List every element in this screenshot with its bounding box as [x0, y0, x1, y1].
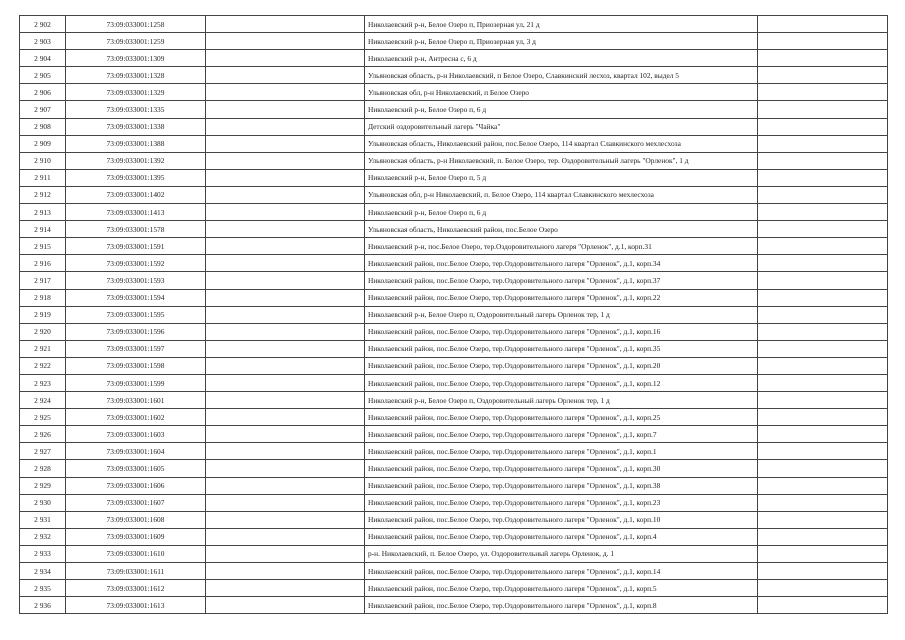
area-cell	[206, 443, 365, 460]
area-cell	[206, 511, 365, 528]
area-cell	[206, 460, 365, 477]
area-cell	[206, 135, 365, 152]
row-number-cell: 2 932	[20, 528, 66, 545]
table-body	[20, 16, 888, 614]
extra-cell	[758, 374, 888, 391]
area-cell	[206, 494, 365, 511]
address-cell: Николаевский р-н, Белое Озеро п, Оздоровительный лагерь Орленок тер, 1 д	[365, 306, 758, 323]
area-cell	[206, 545, 365, 562]
cadastral-number-cell: 73:09:033001:1613	[66, 597, 206, 614]
address-cell: Николаевский район, пос.Белое Озеро, тер.Оздоровительного лагеря "Орленок", д.1, корп.38	[365, 477, 758, 494]
cadastral-table	[19, 15, 888, 614]
address-cell: Ульяновская область, р-н Николаевский, п. Белое Озеро, тер. Оздоровительный лагерь "Орленок", 1 д	[365, 152, 758, 169]
area-cell	[206, 255, 365, 272]
cadastral-number-cell: 73:09:033001:1328	[66, 67, 206, 84]
extra-cell	[758, 50, 888, 67]
cadastral-number-cell: 73:09:033001:1338	[66, 118, 206, 135]
address-cell: Николаевский район, пос.Белое Озеро, тер.Оздоровительного лагеря "Орленок", д.1, корп.34	[365, 255, 758, 272]
area-cell	[206, 597, 365, 614]
cadastral-number-cell: 73:09:033001:1593	[66, 272, 206, 289]
extra-cell	[758, 426, 888, 443]
table-row	[20, 545, 888, 562]
table-row	[20, 409, 888, 426]
table-row	[20, 511, 888, 528]
cadastral-number-cell: 73:09:033001:1258	[66, 16, 206, 33]
address-cell: р-н. Николаевский, п. Белое Озеро, ул. Оздоровительный лагерь Орленок, д. 1	[365, 545, 758, 562]
extra-cell	[758, 152, 888, 169]
area-cell	[206, 426, 365, 443]
area-cell	[206, 340, 365, 357]
address-cell: Николаевский р-н, Белое Озеро п, 6 д	[365, 101, 758, 118]
table-row	[20, 580, 888, 597]
cadastral-number-cell: 73:09:033001:1335	[66, 101, 206, 118]
table-row	[20, 16, 888, 33]
area-cell	[206, 50, 365, 67]
extra-cell	[758, 460, 888, 477]
address-cell: Николаевский район, пос.Белое Озеро, тер.Оздоровительного лагеря "Орленок", д.1, корп.12	[365, 374, 758, 391]
table-row	[20, 357, 888, 374]
extra-cell	[758, 494, 888, 511]
address-cell: Николаевский р-н, Антресна с, 6 д	[365, 50, 758, 67]
extra-cell	[758, 101, 888, 118]
extra-cell	[758, 306, 888, 323]
extra-cell	[758, 477, 888, 494]
row-number-cell: 2 923	[20, 374, 66, 391]
table-row	[20, 528, 888, 545]
cadastral-number-cell: 73:09:033001:1392	[66, 152, 206, 169]
row-number-cell: 2 911	[20, 169, 66, 186]
table-row	[20, 84, 888, 101]
table-row	[20, 221, 888, 238]
address-cell: Николаевский район, пос.Белое Озеро, тер.Оздоровительного лагеря "Орленок", д.1, корп.22	[365, 289, 758, 306]
cadastral-number-cell: 73:09:033001:1594	[66, 289, 206, 306]
address-cell: Ульяновская область, р-н Николаевский, п Белое Озеро, Славкинский лесхоз, квартал 102, выдел 5	[365, 67, 758, 84]
row-number-cell: 2 930	[20, 494, 66, 511]
row-number-cell: 2 919	[20, 306, 66, 323]
address-cell: Николаевский р-н, Белое Озеро п, 6 д	[365, 204, 758, 221]
row-number-cell: 2 935	[20, 580, 66, 597]
address-cell: Николаевский район, пос.Белое Озеро, тер.Оздоровительного лагеря "Орленок", д.1, корп.16	[365, 323, 758, 340]
area-cell	[206, 272, 365, 289]
area-cell	[206, 84, 365, 101]
row-number-cell: 2 926	[20, 426, 66, 443]
row-number-cell: 2 916	[20, 255, 66, 272]
area-cell	[206, 67, 365, 84]
area-cell	[206, 186, 365, 203]
address-cell: Николаевский р-н, Белое Озеро п, 5 д	[365, 169, 758, 186]
table-row	[20, 426, 888, 443]
table-row	[20, 169, 888, 186]
row-number-cell: 2 912	[20, 186, 66, 203]
extra-cell	[758, 597, 888, 614]
address-cell: Ульяновская обл, р-н Николаевский, п Белое Озеро	[365, 84, 758, 101]
row-number-cell: 2 909	[20, 135, 66, 152]
table-row	[20, 152, 888, 169]
row-number-cell: 2 905	[20, 67, 66, 84]
area-cell	[206, 306, 365, 323]
area-cell	[206, 528, 365, 545]
address-cell: Николаевский р-н, пос.Белое Озеро, тер.Оздоровительного лагеря "Орленок", д.1, корп.31	[365, 238, 758, 255]
cadastral-number-cell: 73:09:033001:1603	[66, 426, 206, 443]
cadastral-number-cell: 73:09:033001:1413	[66, 204, 206, 221]
address-cell: Николаевский район, пос.Белое Озеро, тер.Оздоровительного лагеря "Орленок", д.1, корп.23	[365, 494, 758, 511]
row-number-cell: 2 933	[20, 545, 66, 562]
row-number-cell: 2 910	[20, 152, 66, 169]
table-row	[20, 272, 888, 289]
row-number-cell: 2 907	[20, 101, 66, 118]
area-cell	[206, 563, 365, 580]
extra-cell	[758, 580, 888, 597]
address-cell: Николаевский район, пос.Белое Озеро, тер.Оздоровительного лагеря "Орленок", д.1, корп.30	[365, 460, 758, 477]
address-cell: Николаевский район, пос.Белое Озеро, тер.Оздоровительного лагеря "Орленок", д.1, корп.37	[365, 272, 758, 289]
cadastral-number-cell: 73:09:033001:1608	[66, 511, 206, 528]
extra-cell	[758, 563, 888, 580]
extra-cell	[758, 272, 888, 289]
area-cell	[206, 221, 365, 238]
row-number-cell: 2 927	[20, 443, 66, 460]
address-cell: Николаевский район, пос.Белое Озеро, тер.Оздоровительного лагеря "Орленок", д.1, корп.35	[365, 340, 758, 357]
extra-cell	[758, 545, 888, 562]
table-row	[20, 67, 888, 84]
cadastral-number-cell: 73:09:033001:1598	[66, 357, 206, 374]
address-cell: Николаевский район, пос.Белое Озеро, тер.Оздоровительного лагеря "Орленок", д.1, корп.10	[365, 511, 758, 528]
table-row	[20, 597, 888, 614]
row-number-cell: 2 902	[20, 16, 66, 33]
cadastral-number-cell: 73:09:033001:1259	[66, 33, 206, 50]
row-number-cell: 2 913	[20, 204, 66, 221]
row-number-cell: 2 929	[20, 477, 66, 494]
extra-cell	[758, 84, 888, 101]
area-cell	[206, 409, 365, 426]
cadastral-number-cell: 73:09:033001:1388	[66, 135, 206, 152]
row-number-cell: 2 914	[20, 221, 66, 238]
extra-cell	[758, 204, 888, 221]
address-cell: Николаевский р-н, Белое Озеро п, Приозерная ул, 3 д	[365, 33, 758, 50]
area-cell	[206, 204, 365, 221]
table-row	[20, 33, 888, 50]
extra-cell	[758, 255, 888, 272]
table-row	[20, 289, 888, 306]
area-cell	[206, 289, 365, 306]
address-cell: Николаевский район, пос.Белое Озеро, тер.Оздоровительного лагеря "Орленок", д.1, корп.8	[365, 597, 758, 614]
extra-cell	[758, 340, 888, 357]
row-number-cell: 2 925	[20, 409, 66, 426]
address-cell: Николаевский район, пос.Белое Озеро, тер.Оздоровительного лагеря "Орленок", д.1, корп.25	[365, 409, 758, 426]
table-row	[20, 443, 888, 460]
area-cell	[206, 580, 365, 597]
table-row	[20, 255, 888, 272]
table-row	[20, 306, 888, 323]
table-row	[20, 340, 888, 357]
cadastral-number-cell: 73:09:033001:1591	[66, 238, 206, 255]
area-cell	[206, 374, 365, 391]
table-row	[20, 204, 888, 221]
table-row	[20, 50, 888, 67]
table-row	[20, 477, 888, 494]
table-row	[20, 460, 888, 477]
address-cell: Николаевский р-н, Белое Озеро п, Приозерная ул, 21 д	[365, 16, 758, 33]
extra-cell	[758, 118, 888, 135]
row-number-cell: 2 915	[20, 238, 66, 255]
table-row	[20, 323, 888, 340]
extra-cell	[758, 169, 888, 186]
extra-cell	[758, 33, 888, 50]
cadastral-number-cell: 73:09:033001:1402	[66, 186, 206, 203]
extra-cell	[758, 323, 888, 340]
cadastral-number-cell: 73:09:033001:1606	[66, 477, 206, 494]
address-cell: Николаевский район, пос.Белое Озеро, тер.Оздоровительного лагеря "Орленок", д.1, корп.14	[365, 563, 758, 580]
row-number-cell: 2 906	[20, 84, 66, 101]
row-number-cell: 2 908	[20, 118, 66, 135]
cadastral-number-cell: 73:09:033001:1329	[66, 84, 206, 101]
extra-cell	[758, 238, 888, 255]
cadastral-number-cell: 73:09:033001:1605	[66, 460, 206, 477]
table-row	[20, 563, 888, 580]
extra-cell	[758, 409, 888, 426]
row-number-cell: 2 934	[20, 563, 66, 580]
address-cell: Детский оздоровительный лагерь "Чайка"	[365, 118, 758, 135]
row-number-cell: 2 928	[20, 460, 66, 477]
extra-cell	[758, 443, 888, 460]
address-cell: Ульяновская область, Николаевский район, пос.Белое Озеро	[365, 221, 758, 238]
extra-cell	[758, 16, 888, 33]
cadastral-number-cell: 73:09:033001:1610	[66, 545, 206, 562]
table-row	[20, 238, 888, 255]
area-cell	[206, 323, 365, 340]
extra-cell	[758, 528, 888, 545]
address-cell: Николаевский район, пос.Белое Озеро, тер.Оздоровительного лагеря "Орленок", д.1, корп.4	[365, 528, 758, 545]
cadastral-number-cell: 73:09:033001:1596	[66, 323, 206, 340]
address-cell: Ульяновская обл, р-н Николаевский, п. Белое Озеро, 114 квартал Славкинского мехлесхоза	[365, 186, 758, 203]
cadastral-number-cell: 73:09:033001:1395	[66, 169, 206, 186]
cadastral-number-cell: 73:09:033001:1611	[66, 563, 206, 580]
cadastral-number-cell: 73:09:033001:1309	[66, 50, 206, 67]
area-cell	[206, 392, 365, 409]
cadastral-number-cell: 73:09:033001:1592	[66, 255, 206, 272]
area-cell	[206, 118, 365, 135]
extra-cell	[758, 135, 888, 152]
cadastral-number-cell: 73:09:033001:1612	[66, 580, 206, 597]
area-cell	[206, 477, 365, 494]
row-number-cell: 2 920	[20, 323, 66, 340]
address-cell: Николаевский район, пос.Белое Озеро, тер.Оздоровительного лагеря "Орленок", д.1, корп.5	[365, 580, 758, 597]
extra-cell	[758, 511, 888, 528]
table-row	[20, 186, 888, 203]
address-cell: Ульяновская область, Николаевский район, пос.Белое Озеро, 114 квартал Славкинского мехлесхоза	[365, 135, 758, 152]
area-cell	[206, 357, 365, 374]
area-cell	[206, 101, 365, 118]
table-row	[20, 101, 888, 118]
cadastral-number-cell: 73:09:033001:1578	[66, 221, 206, 238]
address-cell: Николаевский район, пос.Белое Озеро, тер.Оздоровительного лагеря "Орленок", д.1, корп.7	[365, 426, 758, 443]
cadastral-number-cell: 73:09:033001:1595	[66, 306, 206, 323]
area-cell	[206, 169, 365, 186]
row-number-cell: 2 904	[20, 50, 66, 67]
cadastral-number-cell: 73:09:033001:1601	[66, 392, 206, 409]
table-row	[20, 392, 888, 409]
row-number-cell: 2 917	[20, 272, 66, 289]
extra-cell	[758, 289, 888, 306]
cadastral-number-cell: 73:09:033001:1609	[66, 528, 206, 545]
extra-cell	[758, 186, 888, 203]
cadastral-number-cell: 73:09:033001:1599	[66, 374, 206, 391]
area-cell	[206, 33, 365, 50]
extra-cell	[758, 67, 888, 84]
row-number-cell: 2 924	[20, 392, 66, 409]
row-number-cell: 2 922	[20, 357, 66, 374]
row-number-cell: 2 921	[20, 340, 66, 357]
table-row	[20, 135, 888, 152]
table-row	[20, 494, 888, 511]
cadastral-number-cell: 73:09:033001:1602	[66, 409, 206, 426]
address-cell: Николаевский район, пос.Белое Озеро, тер.Оздоровительного лагеря "Орленок", д.1, корп.20	[365, 357, 758, 374]
address-cell: Николаевский район, пос.Белое Озеро, тер.Оздоровительного лагеря "Орленок", д.1, корп.1	[365, 443, 758, 460]
row-number-cell: 2 903	[20, 33, 66, 50]
area-cell	[206, 152, 365, 169]
extra-cell	[758, 357, 888, 374]
row-number-cell: 2 931	[20, 511, 66, 528]
table-row	[20, 118, 888, 135]
area-cell	[206, 16, 365, 33]
row-number-cell: 2 918	[20, 289, 66, 306]
cadastral-number-cell: 73:09:033001:1604	[66, 443, 206, 460]
table-row	[20, 374, 888, 391]
cadastral-number-cell: 73:09:033001:1607	[66, 494, 206, 511]
extra-cell	[758, 392, 888, 409]
cadastral-number-cell: 73:09:033001:1597	[66, 340, 206, 357]
address-cell: Николаевский р-н, Белое Озеро п, Оздоровительный лагерь Орленок тер, 1 д	[365, 392, 758, 409]
area-cell	[206, 238, 365, 255]
row-number-cell: 2 936	[20, 597, 66, 614]
extra-cell	[758, 221, 888, 238]
